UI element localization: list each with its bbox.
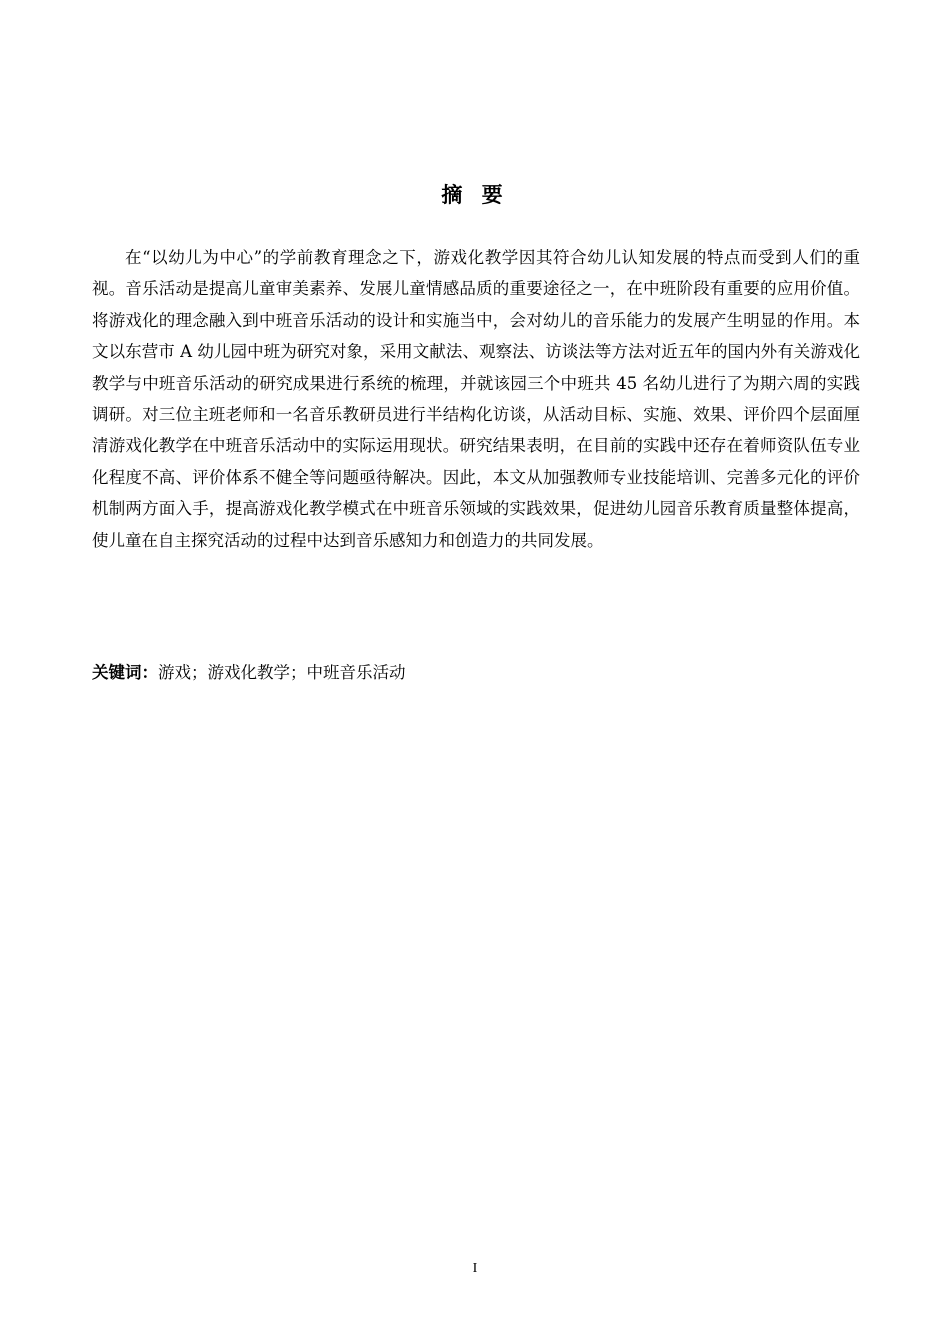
keywords-label: 关键词：	[92, 663, 158, 682]
page-number: I	[472, 1261, 478, 1276]
abstract-paragraph: 在“以幼儿为中心”的学前教育理念之下，游戏化教学因其符合幼儿认知发展的特点而受到人们的重视。音乐活动是提高儿童审美素养、发展儿童情感品质的重要途径之一，在中班阶段有重要的应用价值。将游戏化的理念融入到中班音乐活动的设计和实施当中，会对幼儿的音乐能力的发展产生明显的作用。本文以东营市 A 幼儿园中班为研究对象，采用文献法、观察法、访谈法等方法对近五年的国内外有关游戏化教学与中班音乐活动的研究成果进行系统的梳理，并就该园三个中班共 45 名幼儿进行了为期六周的实践调研。对三位主班老师和一名音乐教研员进行半结构化访谈，从活动目标、实施、效果、评价四个层面厘清游戏化教学在中班音乐活动中的实际运用现状。研究结果表明，在目前的实践中还存在着师资队伍专业化程度不高、评价体系不健全等问题亟待解决。因此，本文从加强教师专业技能培训、完善多元化的评价机制两方面入手，提高游戏化教学模式在中班音乐领域的实践效果，促进幼儿园音乐教育质量整体提高，使儿童在自主探究活动的过程中达到音乐感知力和创造力的共同发展。	[92, 248, 860, 550]
keywords-line	[92, 658, 860, 688]
keywords-text: 游戏；游戏化教学；中班音乐活动	[158, 663, 406, 682]
abstract-title: 摘 要	[441, 183, 509, 207]
